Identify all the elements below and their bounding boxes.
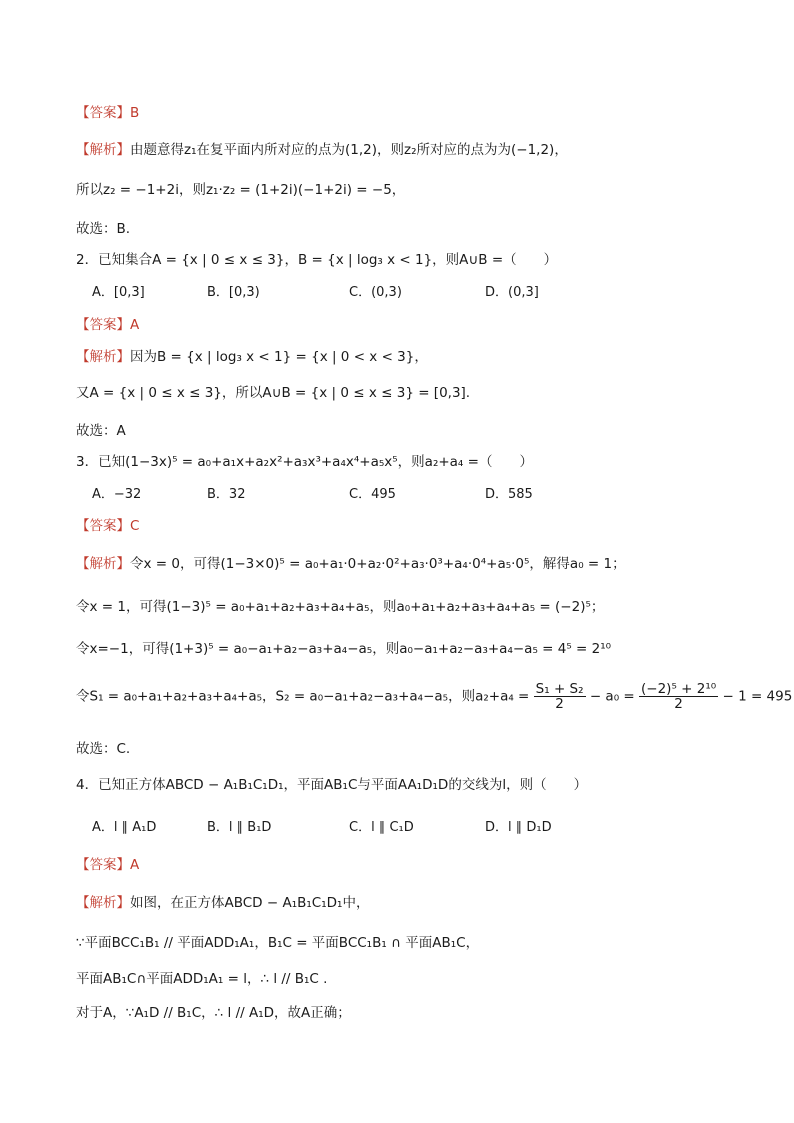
q3-analysis-4-left: 令S₁ = a₀+a₁+a₂+a₃+a₄+a₅，S₂ = a₀−a₁+a₂−a₃+a₄−a₅，则a₂+a₄ =: [76, 688, 530, 705]
analysis-label: 【解析】: [76, 349, 130, 365]
q4-analysis-4: 对于A，∵A₁D // B₁C，∴ l // A₁D，故A正确；: [76, 1005, 351, 1021]
q2-answer: A: [130, 317, 140, 333]
q3-fraction-2: [639, 682, 718, 711]
q1-analysis-1: 由题意得z₁在复平面内所对应的点为(1,2)，则z₂所对应的点为为(−1,2)，: [130, 142, 568, 158]
q2-option-d: D．(0,3]: [485, 285, 539, 300]
q3-fraction-2-den: 2: [674, 696, 683, 712]
analysis-label: 【解析】: [76, 895, 130, 911]
q4-analysis-3: 平面AB₁C∩平面ADD₁A₁ = l，∴ l // B₁C .: [76, 971, 328, 987]
q1-analysis-2: 所以z₂ = −1+2i，则z₁·z₂ = (1+2i)(−1+2i) = −5，: [76, 182, 406, 198]
q3-fraction-1-num: S₁ + S₂: [535, 681, 584, 697]
analysis-label: 【解析】: [76, 142, 130, 158]
q3-conclusion-text: 故选：C.: [76, 741, 131, 757]
q4-stem-text: 4．已知正方体ABCD − A₁B₁C₁D₁，平面AB₁C与平面AA₁D₁D的交线为l，则（ ）: [76, 777, 588, 793]
q1-conclusion-text: 故选：B.: [76, 221, 131, 237]
q3-analysis-4-mid: − a₀ =: [589, 688, 635, 705]
q4-analysis-1: 如图，在正方体ABCD − A₁B₁C₁D₁中，: [130, 895, 370, 911]
q4-stem: [76, 776, 764, 794]
q2-analysis-1: 因为B = {x | log₃ x < 1} = {x | 0 < x < 3}，: [130, 349, 428, 365]
q3-answer-line: [76, 517, 764, 535]
q2-answer-line: [76, 316, 764, 334]
q2-analysis-line-1: [76, 348, 764, 366]
answer-label: 【答案】: [76, 317, 130, 333]
q3-analysis-line-2: [76, 598, 764, 616]
q2-stem-text: 2．已知集合A = {x | 0 ≤ x ≤ 3}，B = {x | log₃ x < 1}，则A∪B =（ ）: [76, 252, 558, 268]
q3-fraction-1-den: 2: [555, 696, 564, 712]
q4-answer-line: [76, 856, 764, 874]
q4-analysis-line-4: [76, 1004, 764, 1022]
q3-stem: [76, 453, 764, 471]
q3-answer: C: [130, 518, 140, 534]
analysis-label: 【解析】: [76, 556, 130, 572]
q3-option-b: B．32: [207, 487, 246, 502]
q2-analysis-line-2: [76, 384, 764, 402]
q2-option-a: A．[0,3]: [92, 285, 145, 300]
q4-option-a: A．l ∥ A₁D: [92, 820, 157, 835]
q1-answer: B: [130, 105, 140, 121]
q2-stem: [76, 251, 764, 269]
q4-analysis-line-1: [76, 894, 764, 912]
q2-option-b: B．[0,3): [207, 285, 260, 300]
q3-conclusion: [76, 740, 764, 758]
q4-answer: A: [130, 857, 140, 873]
q3-analysis-line-3: [76, 640, 764, 658]
q4-option-b: B．l ∥ B₁D: [207, 820, 272, 835]
q1-answer-line: [76, 104, 764, 122]
q4-option-c: C．l ∥ C₁D: [349, 820, 414, 835]
q3-stem-text: 3．已知(1−3x)⁵ = a₀+a₁x+a₂x²+a₃x³+a₄x⁴+a₅x⁵，则a₂+a₄ =（ ）: [76, 454, 533, 470]
q2-conclusion: [76, 422, 764, 440]
q3-option-c: C．495: [349, 487, 396, 502]
q4-analysis-line-2: [76, 934, 764, 952]
q3-analysis-2: 令x = 1，可得(1−3)⁵ = a₀+a₁+a₂+a₃+a₄+a₅，则a₀+a₁+a₂+a₃+a₄+a₅ = (−2)⁵；: [76, 599, 605, 615]
q1-analysis-line-2: [76, 181, 764, 199]
q4-analysis-2: ∵平面BCC₁B₁ // 平面ADD₁A₁，B₁C = 平面BCC₁B₁ ∩ 平面AB₁C，: [76, 935, 480, 951]
q3-option-d: D．585: [485, 487, 533, 502]
answer-label: 【答案】: [76, 857, 130, 873]
q1-analysis-line-1: [76, 141, 764, 159]
answer-label: 【答案】: [76, 105, 130, 121]
q4-option-d: D．l ∥ D₁D: [485, 820, 552, 835]
q3-analysis-line-4: [76, 681, 793, 712]
q1-conclusion: [76, 220, 764, 238]
q2-analysis-2: 又A = {x | 0 ≤ x ≤ 3}，所以A∪B = {x | 0 ≤ x ≤ 3} = [0,3].: [76, 385, 471, 401]
q4-analysis-line-3: [76, 970, 764, 988]
q2-conclusion-text: 故选：A: [76, 423, 126, 439]
q3-analysis-4-right: − 1 = 495: [722, 688, 793, 705]
q3-analysis-1: 令x = 0，可得(1−3×0)⁵ = a₀+a₁·0+a₂·0²+a₃·0³+a₄·0⁴+a₅·0⁵，解得a₀ = 1；: [130, 556, 626, 572]
q3-fraction-1: [534, 682, 586, 711]
q3-option-a: A．−32: [92, 487, 142, 502]
q3-analysis-line-1: [76, 555, 764, 573]
q2-option-c: C．(0,3): [349, 285, 402, 300]
q3-fraction-2-num: (−2)⁵ + 2¹⁰: [641, 681, 717, 697]
q3-analysis-3: 令x=−1，可得(1+3)⁵ = a₀−a₁+a₂−a₃+a₄−a₅，则a₀−a₁+a₂−a₃+a₄−a₅ = 4⁵ = 2¹⁰: [76, 641, 612, 657]
answer-label: 【答案】: [76, 518, 130, 534]
